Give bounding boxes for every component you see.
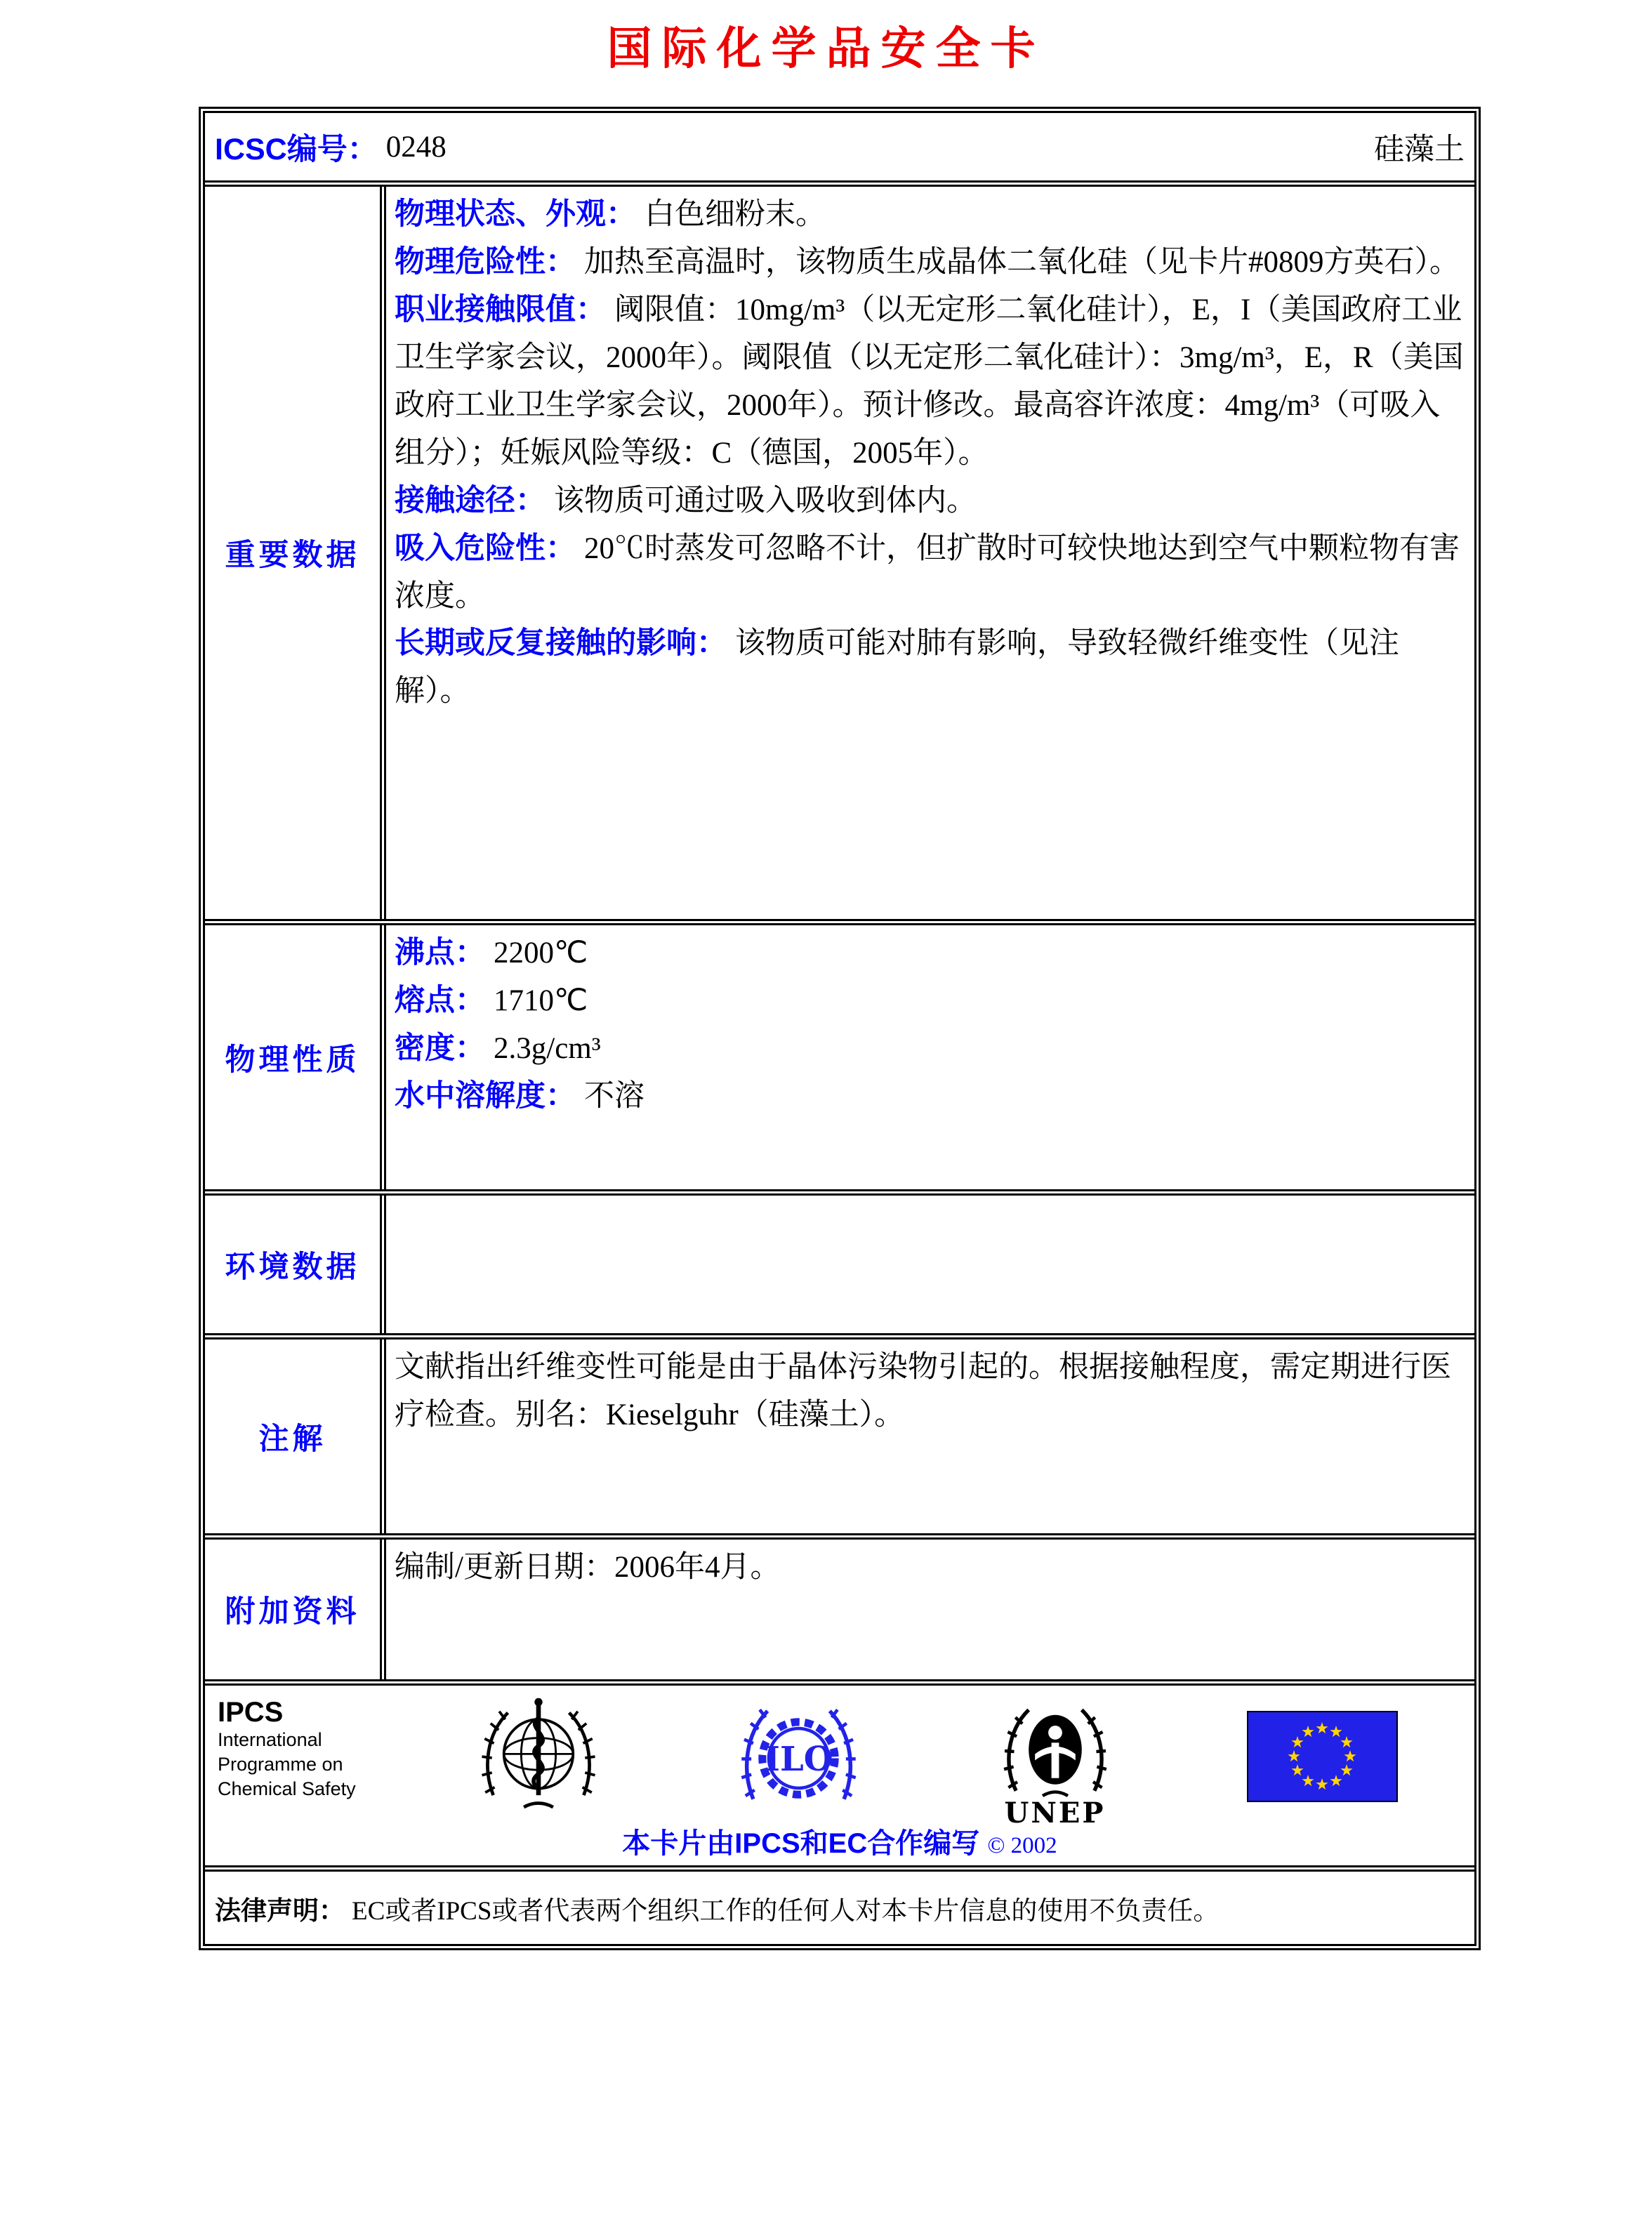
field-value: 不溶 [584, 1079, 645, 1113]
legal-label: 法律声明： [215, 1896, 345, 1925]
field-label: 熔点： [395, 983, 485, 1017]
svg-text:ILO: ILO [763, 1740, 833, 1780]
field-value: 该物质可通过吸入吸收到体内。 [554, 484, 977, 517]
section-label-additional-info: 附加资料 [205, 1540, 386, 1679]
field-label: 水中溶解度： [395, 1078, 576, 1113]
ipcs-name-line: Programme on [218, 1754, 343, 1775]
field-value: 1710℃ [494, 984, 588, 1017]
paragraph [395, 286, 1466, 477]
paragraph [395, 1073, 1466, 1120]
field-value: 编制/更新日期：2006年4月。 [395, 1551, 781, 1584]
field-label: 吸入危险性： [395, 531, 576, 565]
field-value: 该物质可能对肺有影响，导致轻微纤维变性（见注解）。 [395, 627, 1399, 708]
field-label: 物理状态、外观： [395, 197, 636, 231]
paragraph [395, 477, 1466, 525]
section-label-environmental-data: 环境数据 [205, 1196, 386, 1333]
field-value: 2.3g/cm³ [494, 1031, 601, 1065]
ipcs-text-block [218, 1697, 407, 1801]
section-content-additional-info [386, 1540, 1474, 1679]
page-title: 国际化学品安全卡 [607, 22, 1045, 75]
field-value: 20℃时蒸发可忽略不计，但扩散时可较快地达到空气中颗粒物有害浓度。 [395, 531, 1460, 613]
eu-flag-icon [1247, 1711, 1398, 1802]
section-row-environmental-data [205, 1189, 1474, 1333]
field-label: 职业接触限值： [395, 292, 606, 326]
section-label-notes: 注解 [205, 1339, 386, 1533]
credit-line [205, 1821, 1474, 1861]
section-content-notes [386, 1339, 1474, 1533]
header-row [205, 113, 1474, 180]
credit-text: 本卡片由IPCS和EC合作编写 [622, 1828, 980, 1859]
paragraph [395, 930, 1466, 977]
paragraph [395, 1544, 1466, 1592]
field-label: 接触途径： [395, 483, 546, 517]
field-label: 密度： [395, 1031, 485, 1065]
paragraph [395, 191, 1466, 239]
who-logo-icon [472, 1695, 605, 1822]
legal-row [205, 1865, 1474, 1944]
field-value: 白色细粉末。 [645, 198, 826, 231]
paragraph [395, 1344, 1466, 1439]
ipcs-acronym: IPCS [218, 1697, 284, 1728]
logos-strip [407, 1695, 1462, 1830]
legal-text: EC或者IPCS或者代表两个组织工作的任何人对本卡片信息的使用不负责任。 [352, 1896, 1220, 1926]
footer-logos-row [205, 1679, 1474, 1865]
field-value: 2200℃ [494, 937, 588, 970]
section-row-physical-properties [205, 919, 1474, 1189]
field-value: 加热至高温时，该物质生成晶体二氧化硅（见卡片#0809方英石）。 [584, 245, 1460, 279]
ipcs-name-line: Chemical Safety [218, 1778, 356, 1800]
unep-logo-icon [992, 1695, 1118, 1830]
field-value: 阈限值：10mg/m³（以无定形二氧化硅计），E，I（美国政府工业卫生学家会议，2000年）。阈限值（以无定形二氧化硅计）：3mg/m³，E，R（美国政府工业卫生学家会议，2000年）。预计修改。最高容许浓度：4mg/m³（可吸入组分）；妊娠风险等级：C（德国，2005年）。 [395, 293, 1464, 470]
field-label: 长期或反复接触的影响： [395, 626, 727, 661]
paragraph [395, 620, 1466, 715]
field-label: 物理危险性： [395, 244, 576, 279]
paragraph [395, 525, 1466, 621]
section-content-physical-properties [386, 925, 1474, 1189]
section-row-important-data [205, 180, 1474, 919]
unep-label: UNEP [1004, 1797, 1106, 1830]
field-label: 沸点： [395, 936, 485, 970]
ilo-logo-icon [734, 1695, 864, 1822]
chemical-name: 硅藻土 [1374, 133, 1465, 166]
paragraph [395, 977, 1466, 1025]
paragraph [395, 239, 1466, 286]
section-row-notes [205, 1333, 1474, 1533]
section-content-important-data [386, 187, 1474, 919]
copyright-text: © 2002 [987, 1833, 1057, 1858]
ipcs-name-line: International [218, 1729, 322, 1750]
paragraph [395, 1025, 1466, 1073]
section-content-environmental-data [386, 1196, 1474, 1333]
section-label-important-data: 重要数据 [205, 187, 386, 919]
section-row-additional-info [205, 1533, 1474, 1679]
icsc-number-label: ICSC编号： [215, 132, 378, 166]
section-label-physical-properties: 物理性质 [205, 925, 386, 1189]
field-value: 文献指出纤维变性可能是由于晶体污染物引起的。根据接触程度，需定期进行医疗检查。别名：Kieselguhr（硅藻土）。 [395, 1351, 1451, 1431]
icsc-number-value: 0248 [385, 130, 447, 164]
icsc-card [199, 107, 1481, 1950]
